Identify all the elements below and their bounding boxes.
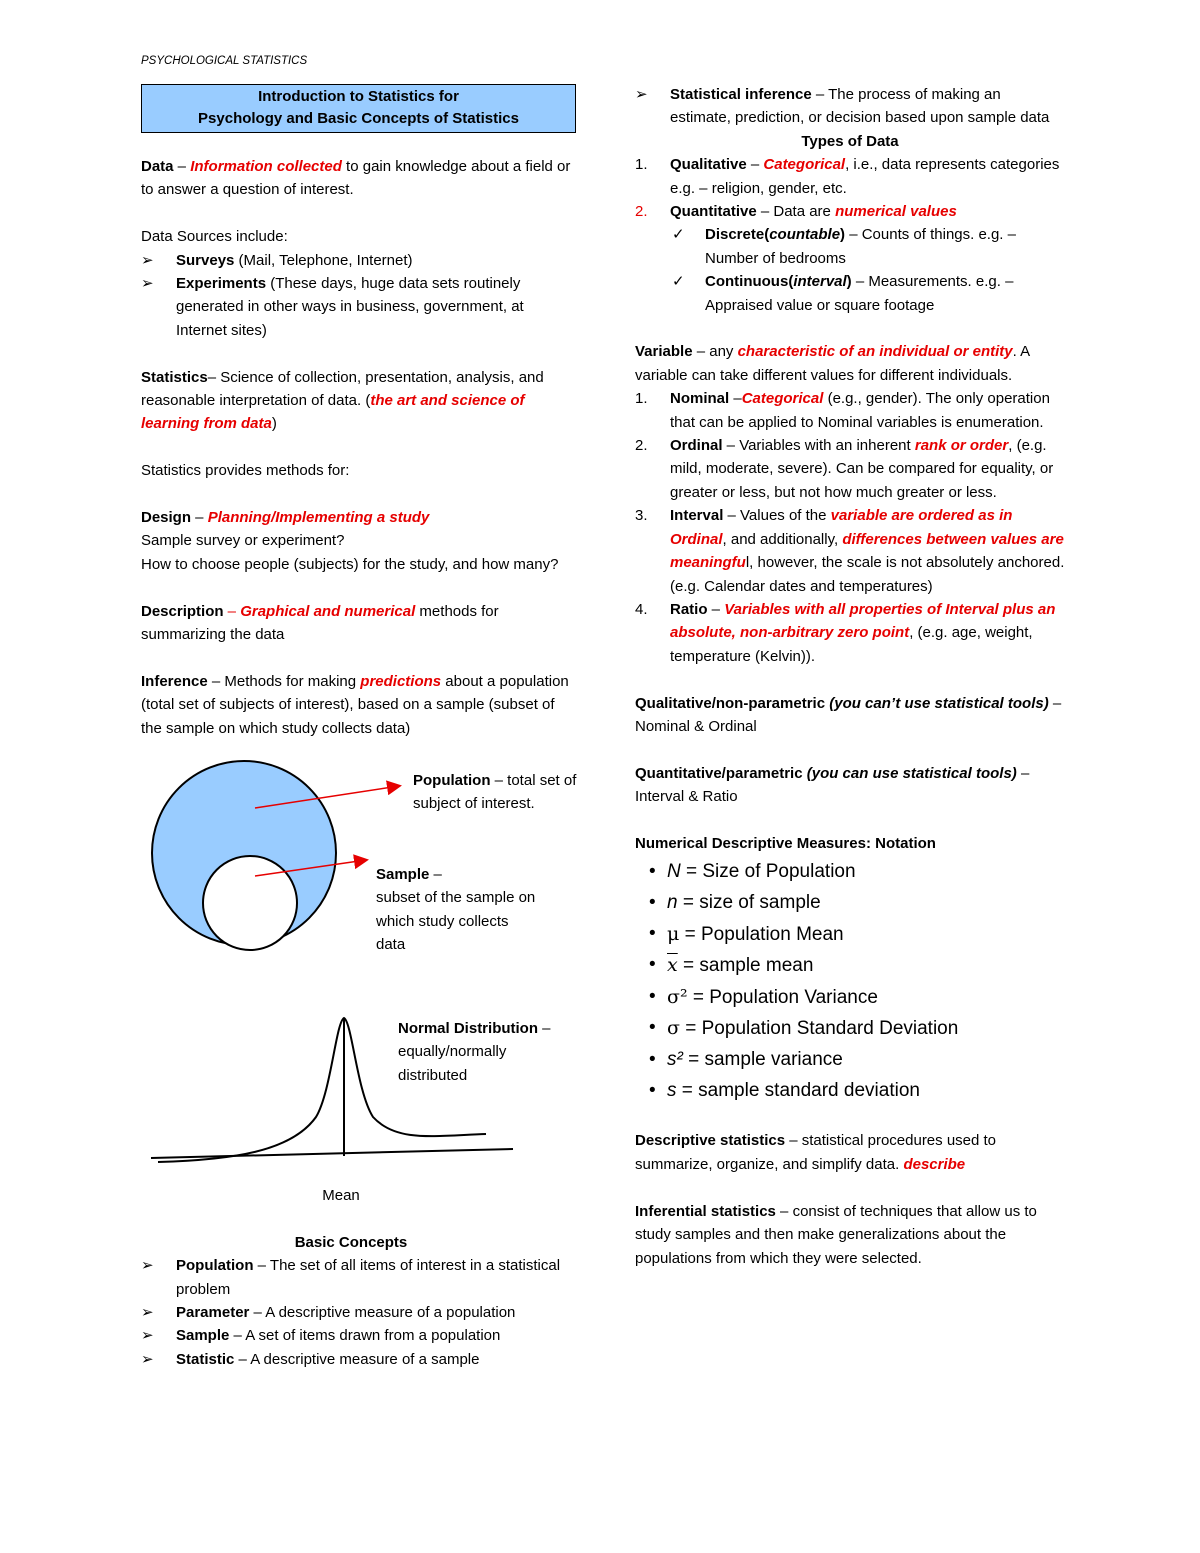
basic-concepts-list	[141, 1254, 577, 1371]
inference-definition: Inference – Methods for making predictions about a population (total set of subjects of interest), based on a sample (subset of the sample on which study collects data)	[141, 672, 569, 737]
parametric-definition: Quantitative/parametric (you can use statistical tools) – Interval & Ratio	[635, 764, 1030, 806]
list-item: ➢ Surveys (Mail, Telephone, Internet)	[141, 251, 413, 269]
venn-figure	[141, 752, 577, 988]
sources-list	[141, 249, 577, 343]
list-item: • σ = Population Standard Deviation	[649, 1017, 959, 1040]
list-item: 4. Ratio – Variables with all properties of Interval plus an absolute, non-arbitrary zero point, (e.g. age, weight, temperature (Kelvin)).	[635, 600, 1056, 665]
title-box	[141, 84, 576, 133]
list-item: • $\overline{x}$ = sample mean	[649, 954, 814, 977]
normal-label: Normal Distribution – equally/normally distributed	[398, 1020, 551, 1084]
page-header: PSYCHOLOGICAL STATISTICS	[141, 55, 308, 67]
title-line-2: Psychology and Basic Concepts of Statistics	[198, 110, 519, 127]
left-column	[141, 84, 577, 1371]
descriptive-definition: Descriptive statistics – statistical procedures used to summarize, organize, and simplify data. describe	[635, 1132, 997, 1173]
list-item: • μ = Population Mean	[649, 922, 844, 945]
list-item: ✓ Continuous(interval) – Measurements. e.g. – Appraised value or square footage	[672, 273, 1014, 314]
design-line-2: Sample survey or experiment?	[141, 532, 345, 550]
list-item: ➢ Parameter – A descriptive measure of a population	[141, 1304, 516, 1322]
list-item: • N = Size of Population	[649, 861, 856, 883]
statistics-definition: Statistics– Science of collection, presentation, analysis, and reasonable interpretation of data. (the art and science of learning from data)	[141, 368, 544, 433]
list-item: 3. Interval – Values of the variable are ordered as in Ordinal, and additionally, differences between values are meaningful, however, the scale is not absolutely anchored. (e.g. Calendar dates and temperatures)	[635, 507, 1065, 595]
list-item: • σ² = Population Variance	[649, 985, 878, 1008]
types-heading: Types of Data	[801, 132, 899, 150]
sample-label: Sample – subset of the sample on which study collects data	[376, 866, 536, 954]
notation-heading: Numerical Descriptive Measures: Notation	[635, 834, 936, 852]
quantitative-sublist	[635, 223, 1065, 317]
list-item: ➢ Statistical inference – The process of making an estimate, prediction, or decision based upon sample data	[635, 86, 1050, 127]
inferential-definition: Inferential statistics – consist of techniques that allow us to study samples and then make generalizations about the populations from which they were selected.	[635, 1202, 1037, 1267]
notation-list	[635, 857, 1065, 1106]
design-line-3: How to choose people (subjects) for the study, and how many?	[141, 555, 559, 573]
statistical-inference-list	[635, 83, 1065, 130]
list-item: 2. Quantitative – Data are numerical values	[635, 203, 957, 221]
design-definition: Design – Planning/Implementing a study	[141, 509, 430, 527]
description-definition: Description – Graphical and numerical methods for summarizing the data	[141, 602, 499, 644]
sources-heading: Data Sources include:	[141, 228, 288, 246]
data-definition: Data – Information collected to gain knowledge about a field or to answer a question of interest.	[141, 158, 571, 199]
title-line-1: Introduction to Statistics for	[258, 88, 459, 105]
list-item: ➢ Population – The set of all items of interest in a statistical problem	[141, 1257, 561, 1298]
list-item: 1. Qualitative – Categorical, i.e., data represents categories e.g. – religion, gender, etc.	[635, 156, 1060, 197]
baseline	[151, 1149, 513, 1158]
nonparametric-definition: Qualitative/non-parametric (you can’t use statistical tools) – Nominal & Ordinal	[635, 694, 1062, 735]
list-item: ✓ Discrete(countable) – Counts of things. e.g. – Number of bedrooms	[672, 226, 1016, 267]
list-item: • n = size of sample	[649, 891, 821, 913]
population-label: Population – total set of subject of interest.	[413, 772, 577, 813]
sample-circle	[203, 856, 297, 950]
basic-concepts-heading: Basic Concepts	[294, 1233, 408, 1251]
list-item: ➢ Statistic – A descriptive measure of a sample	[141, 1350, 480, 1368]
right-column	[635, 83, 1065, 1270]
list-item: • s² = sample variance	[649, 1048, 843, 1070]
variable-definition: Variable – any characteristic of an individual or entity. A variable can take different values for different individuals.	[635, 343, 1030, 384]
mean-label: Mean	[322, 1187, 360, 1205]
provides-text: Statistics provides methods for:	[141, 462, 350, 480]
types-list	[635, 153, 1065, 223]
list-item: ➢ Sample – A set of items drawn from a population	[141, 1327, 501, 1345]
list-item: ➢ Experiments (These days, huge data sets routinely generated in other ways in business, government, at Internet sites)	[141, 275, 524, 339]
list-item: • s = sample standard deviation	[649, 1079, 920, 1101]
normal-figure	[141, 1012, 577, 1180]
levels-list	[635, 387, 1065, 668]
list-item: 1. Nominal –Categorical (e.g., gender). The only operation that can be applied to Nominal variables is enumeration.	[635, 390, 1050, 431]
list-item: 2. Ordinal – Variables with an inherent rank or order, (e.g. mild, moderate, severe). Can be compared for equality, or greater or less, but not how much greater or less.	[635, 437, 1054, 501]
